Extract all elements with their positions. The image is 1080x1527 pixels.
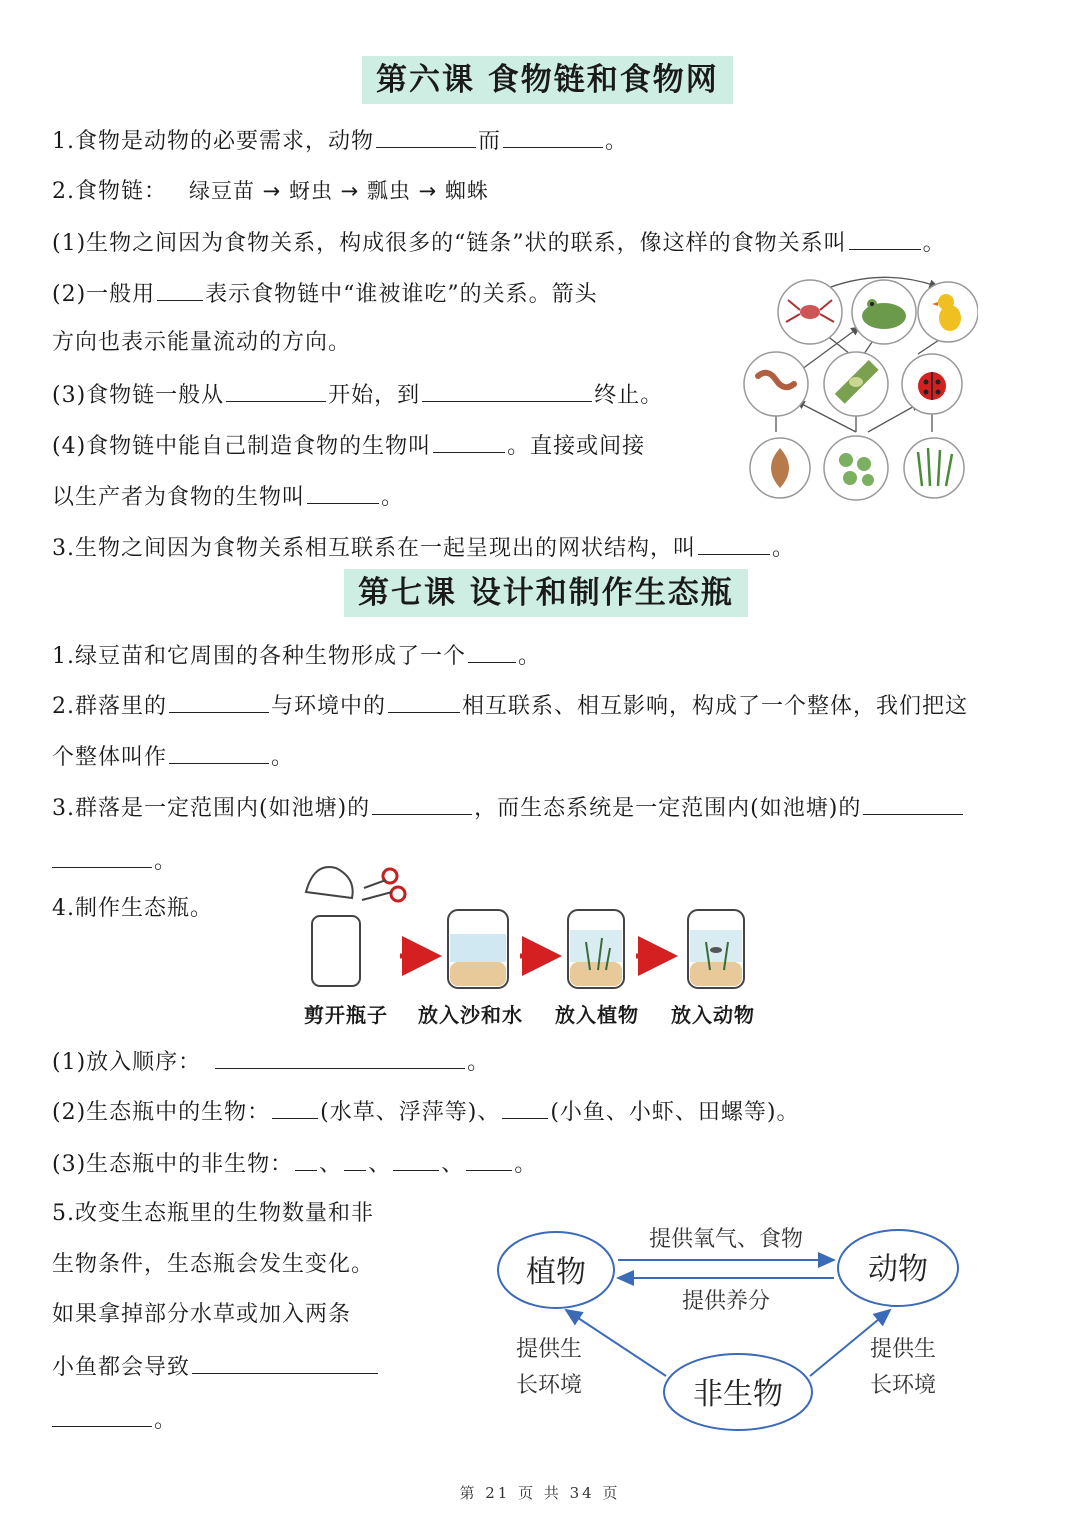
grass-icon: [904, 438, 964, 498]
aphid-icon: [824, 352, 888, 416]
l7-q1-text: 1.绿豆苗和它周围的各种生物形成了一个: [52, 644, 466, 669]
sand-water-bottle-icon: [448, 910, 508, 988]
answer-blank[interactable]: [698, 532, 770, 555]
eco-bottle-steps-image: [296, 858, 776, 998]
l7-q2-text-b: 与环境中的: [271, 694, 387, 719]
ladybug-icon: [902, 354, 962, 414]
page-number: 第 21 页 共 34 页: [459, 1484, 621, 1502]
answer-blank[interactable]: [372, 792, 472, 815]
l7-q5-line3: 如果拿掉部分水草或加入两条: [52, 1302, 352, 1327]
l7-q3-end: 。: [154, 849, 178, 874]
earthworm-icon: [744, 352, 808, 416]
answer-blank[interactable]: [376, 125, 476, 148]
l7-q2-cont: [52, 741, 294, 773]
nutrients-label: 提供养分: [681, 1289, 771, 1314]
l7-q5-line2: 生物条件，生态瓶会发生变化。: [52, 1252, 375, 1277]
l6-q1: [52, 125, 628, 157]
l7-q5-line1: 5.改变生态瓶里的生物数量和非: [52, 1201, 374, 1226]
answer-blank[interactable]: [52, 1404, 152, 1427]
l7-q5-line5: [52, 1404, 177, 1436]
step-label-1: 剪开瓶子: [304, 1003, 388, 1027]
answer-blank[interactable]: [466, 1148, 512, 1171]
animal-label: 动物: [868, 1252, 928, 1287]
l6-s2-cont: [52, 328, 351, 358]
answer-blank[interactable]: [433, 430, 505, 453]
frog-icon: [852, 280, 916, 344]
l6-s4-text-b: 。直接或间接: [507, 434, 646, 459]
l7-p3: [52, 1148, 537, 1180]
answer-blank[interactable]: [344, 1148, 366, 1171]
lesson6-title: 第六课 食物链和食物网: [362, 56, 733, 104]
answer-blank[interactable]: [157, 278, 203, 301]
separator: 、: [441, 1152, 465, 1177]
l6-q3-end: 。: [772, 536, 796, 561]
answer-blank[interactable]: [863, 792, 963, 815]
l7-p1: [52, 1046, 490, 1078]
l6-q1-text-b: 而: [478, 129, 502, 154]
l6-s1: [52, 227, 946, 259]
l7-p1-text: (1)放入顺序：: [52, 1050, 202, 1075]
answer-blank[interactable]: [169, 690, 269, 713]
env-right-label-1: 提供生: [870, 1337, 937, 1362]
l6-s2-text-a: (2)一般用: [52, 282, 156, 307]
step-label-3: 放入植物: [555, 1003, 639, 1027]
env-left-label-1: 提供生: [516, 1337, 583, 1362]
answer-blank[interactable]: [388, 690, 460, 713]
l7-q5-line4: [52, 1351, 380, 1383]
duckweed-icon: [824, 436, 888, 500]
l7-q1-end: 。: [518, 644, 542, 669]
l6-s1-text: (1)生物之间因为食物关系，构成很多的“链条”状的联系，像这样的食物关系叫: [52, 231, 847, 256]
l7-q3-text-a: 3.群落是一定范围内(如池塘)的: [52, 796, 371, 821]
lesson7-title: 第七课 设计和制作生态瓶: [344, 569, 748, 617]
l7-p2-text-a: (2)生态瓶中的生物：: [52, 1100, 271, 1125]
l6-q3-text: 3.生物之间因为食物关系相互联系在一起呈现出的网状结构，叫: [52, 536, 696, 561]
l7-p3-text: (3)生态瓶中的非生物：: [52, 1152, 294, 1177]
answer-blank[interactable]: [169, 741, 269, 764]
animal-bottle-icon: [688, 910, 744, 988]
l6-q1-text-a: 1.食物是动物的必要需求，动物: [52, 129, 374, 154]
answer-blank[interactable]: [307, 481, 379, 504]
l7-q3-text-b: ，而生态系统是一定范围内(如池塘)的: [474, 796, 862, 821]
nonliving-label: 非生物: [693, 1377, 783, 1412]
l7-q3-cont: [52, 845, 177, 877]
answer-blank[interactable]: [192, 1351, 378, 1374]
l7-p2: [52, 1096, 800, 1128]
l6-s3-text-b: 开始，到: [328, 383, 421, 408]
answer-blank[interactable]: [468, 640, 516, 663]
l6-s4: [52, 430, 645, 462]
step-label-4: 放入动物: [671, 1003, 755, 1027]
answer-blank[interactable]: [422, 379, 592, 402]
l7-q2-text-e: 。: [271, 745, 295, 770]
leaf-icon: [750, 438, 810, 498]
l7-q5-end: 。: [154, 1408, 178, 1433]
separator: 、: [319, 1152, 343, 1177]
oxygen-food-label: 提供氧气、食物: [648, 1227, 804, 1252]
food-web-image: [738, 272, 978, 508]
l7-p1-end: 。: [467, 1050, 491, 1075]
answer-blank[interactable]: [503, 125, 603, 148]
answer-blank[interactable]: [226, 379, 326, 402]
answer-blank[interactable]: [502, 1096, 548, 1119]
answer-blank[interactable]: [849, 227, 921, 250]
spider-icon: [778, 280, 842, 344]
answer-blank[interactable]: [215, 1046, 465, 1069]
l6-s2: [52, 278, 598, 310]
l7-q4: [52, 894, 213, 924]
l7-q2: [52, 690, 968, 722]
l7-q4-text: 4.制作生态瓶。: [52, 896, 213, 921]
l6-q2: [52, 176, 489, 207]
l7-q2-text-a: 2.群落里的: [52, 694, 167, 719]
l7-p2-text-b: (水草、浮萍等)、: [320, 1100, 501, 1125]
l7-q2-text-c: 相互联系、相互影响，构成了一个整体，我们把这: [462, 694, 969, 719]
l7-p2-text-c: (小鱼、小虾、田螺等)。: [550, 1100, 800, 1125]
l6-s2-text-c: 方向也表示能量流动的方向。: [52, 330, 352, 355]
env-left-label-2: 长环境: [516, 1373, 583, 1398]
answer-blank[interactable]: [295, 1148, 317, 1171]
l7-q2-text-d: 个整体叫作: [52, 745, 168, 770]
l7-q3: [52, 792, 965, 824]
l6-s1-end: 。: [922, 231, 946, 256]
l7-q1: [52, 640, 541, 672]
ecosystem-diagram: [490, 1212, 970, 1440]
l6-q1-text-c: 。: [605, 129, 629, 154]
l6-q3: [52, 532, 795, 564]
answer-blank[interactable]: [393, 1148, 439, 1171]
env-right-label-2: 长环境: [870, 1373, 937, 1398]
answer-blank[interactable]: [52, 845, 152, 868]
answer-blank[interactable]: [272, 1096, 318, 1119]
l6-q2-label: 2.食物链：: [52, 179, 167, 204]
cut-bottle-icon: [306, 867, 405, 986]
l7-q5-text: 小鱼都会导致: [52, 1355, 191, 1380]
l7-p3-end: 。: [514, 1152, 538, 1177]
l6-s3-text-c: 终止。: [594, 383, 664, 408]
bird-icon: [918, 282, 978, 342]
plant-bottle-icon: [568, 910, 624, 988]
food-chain: 绿豆苗 → 蚜虫 → 瓢虫 → 蜘蛛: [189, 179, 489, 203]
step-label-2: 放入沙和水: [418, 1003, 523, 1027]
l6-s4-text-d: 。: [381, 485, 405, 510]
l6-s4-text-a: (4)食物链中能自己制造食物的生物叫: [52, 434, 432, 459]
l6-s4-text-c: 以生产者为食物的生物叫: [52, 485, 306, 510]
plant-label: 植物: [526, 1255, 586, 1290]
l6-s3: [52, 379, 663, 411]
separator: 、: [368, 1152, 392, 1177]
l6-s3-text-a: (3)食物链一般从: [52, 383, 225, 408]
l6-s4-cont: [52, 481, 404, 513]
l6-s2-text-b: 表示食物链中“谁被谁吃”的关系。箭头: [205, 282, 598, 307]
